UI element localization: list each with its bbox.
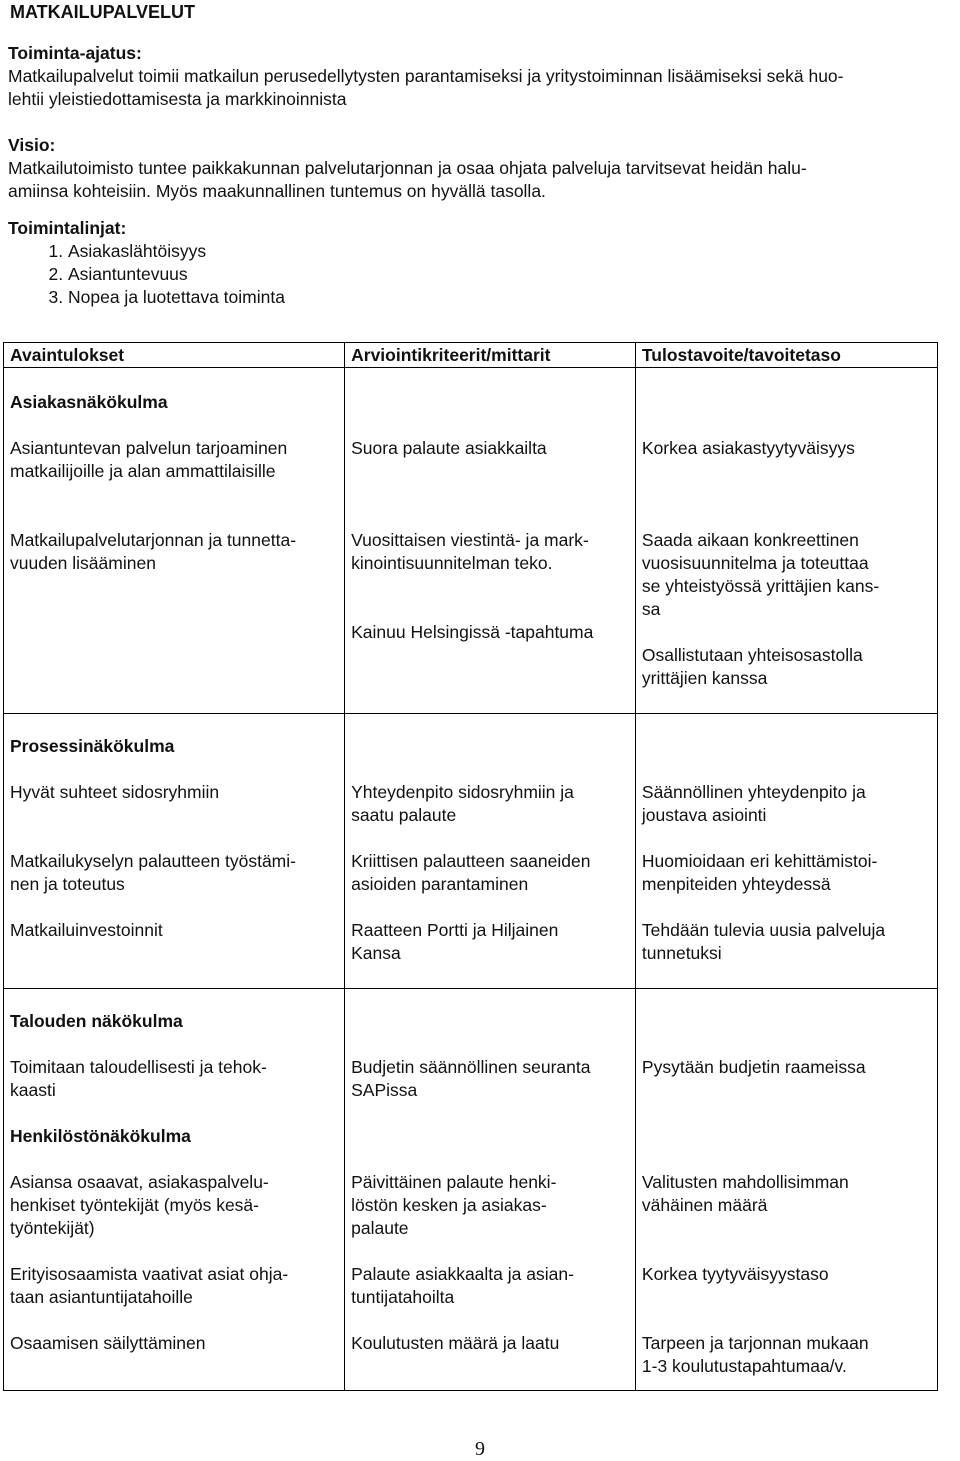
cell-text-line: Asiantuntevan palvelun tarjoaminen: [10, 438, 288, 458]
vision-text-line: Matkailutoimisto tuntee paikkakunnan palvelutarjonnan ja osaa ohjata palveluja tarvitsevat heidän halu-: [8, 158, 807, 178]
cell-text-line: taan asiantuntijatahoille: [10, 1287, 193, 1307]
table-cell: [4, 368, 345, 714]
cell-text-line: menpiteiden yhteydessä: [641, 874, 831, 894]
cell-text: [351, 1332, 629, 1355]
cell-text-line: SAPissa: [351, 1080, 418, 1100]
cell-text: [10, 1332, 338, 1355]
cell-text: [642, 1263, 931, 1286]
cell-text-line: vuuden lisääminen: [10, 553, 156, 573]
table-cell: [4, 714, 345, 989]
cell-text-line: Osaamisen säilyttäminen: [10, 1333, 206, 1353]
cell-text-line: se yhteistyössä yrittäjien kans-: [641, 576, 880, 596]
cell-text-line: Osallistutaan yhteisosastolla: [641, 645, 863, 665]
cell-text-line: vuosisuunnitelma ja toteuttaa: [641, 553, 869, 573]
perspective-title: Henkilöstönäkökulma: [10, 1126, 191, 1146]
cell-text: [642, 781, 931, 827]
cell-text-line: Säännöllinen yhteydenpito ja: [641, 782, 866, 802]
cell-text-line: Saada aikaan konkreettinen: [641, 530, 859, 550]
mission-section: [8, 42, 944, 111]
cell-text-line: työntekijät): [10, 1218, 95, 1238]
cell-text-line: Suora palaute asiakkailta: [351, 438, 547, 458]
cell-text-line: Valitusten mahdollisimman: [641, 1172, 849, 1192]
cell-text: [351, 781, 629, 827]
cell-text: [351, 621, 629, 644]
perspective-row-process: [4, 714, 938, 989]
cell-text: [10, 919, 338, 942]
cell-text-line: Tarpeen ja tarjonnan mukaan: [641, 1333, 869, 1353]
cell-text-line: tunnetuksi: [641, 943, 722, 963]
cell-text-line: henkiset työntekijät (myös kesä-: [10, 1195, 259, 1215]
mission-text-line: Matkailupalvelut toimii matkailun perusedellytysten parantamiseksi ja yritystoiminnan lisäämiseksi sekä huo-: [8, 66, 844, 86]
cell-text-line: kinointisuunnitelman teko.: [351, 553, 553, 573]
cell-text-line: Budjetin säännöllinen seuranta: [351, 1057, 591, 1077]
cell-text-line: Raatteen Portti ja Hiljainen: [351, 920, 559, 940]
cell-text-line: Matkailukyselyn palautteen työstämi-: [10, 851, 296, 871]
cell-text-line: asioiden parantaminen: [351, 874, 529, 894]
vision-text-line: amiinsa kohteisiin. Myös maakunnallinen tuntemus on hyvällä tasolla.: [8, 181, 546, 201]
cell-text: [642, 644, 931, 690]
cell-text: [642, 850, 931, 896]
perspective-row-finance-personnel: [4, 989, 938, 1391]
list-item: 1. Asiakaslähtöisyys: [68, 240, 944, 263]
cell-text: [351, 437, 629, 460]
cell-text: [351, 1056, 629, 1102]
document-page: [8, 0, 944, 309]
operating-lines-section: [8, 217, 944, 309]
table-cell: [635, 714, 937, 989]
perspective-title: Prosessinäkökulma: [10, 736, 175, 756]
cell-text: [642, 1056, 931, 1079]
vision-heading: Visio:: [8, 135, 56, 155]
cell-text: [642, 437, 931, 460]
perspective-title: Asiakasnäkökulma: [10, 392, 168, 412]
cell-text-line: Korkea asiakastyytyväisyys: [641, 438, 855, 458]
cell-text: [642, 529, 931, 621]
cell-text-line: Erityisosaamista vaativat asiat ohja-: [10, 1264, 289, 1284]
table-cell: [345, 714, 636, 989]
perspective-title: Talouden näkökulma: [10, 1011, 183, 1031]
cell-text: [642, 919, 931, 965]
cell-text: [351, 1263, 629, 1309]
table-header-row: [4, 343, 938, 368]
table-cell: [4, 989, 345, 1391]
cell-text-line: 1-3 koulutustapahtumaa/v.: [641, 1356, 847, 1376]
cell-text-line: tuntijatahoilta: [351, 1287, 455, 1307]
table-cell: [345, 368, 636, 714]
cell-text-line: Vuosittaisen viestintä- ja mark-: [351, 530, 589, 550]
cell-text-line: Tehdään tulevia uusia palveluja: [641, 920, 886, 940]
cell-text-line: Päivittäinen palaute henki-: [351, 1172, 557, 1192]
document-title: MATKAILUPALVELUT: [10, 2, 195, 22]
table-cell: [345, 989, 636, 1391]
cell-text-line: sa: [641, 599, 661, 619]
cell-text: [10, 1263, 338, 1309]
list-item: 2. Asiantuntevuus: [68, 263, 944, 286]
goals-table: [3, 342, 938, 1391]
perspective-row-customer: [4, 368, 938, 714]
cell-text-line: nen ja toteutus: [10, 874, 125, 894]
cell-text: [10, 437, 338, 483]
cell-text-line: Matkailuinvestoinnit: [10, 920, 163, 940]
cell-text: [10, 781, 338, 804]
cell-text-line: palaute: [351, 1218, 409, 1238]
cell-text-line: Huomioidaan eri kehittämistoi-: [641, 851, 878, 871]
cell-text-line: Kansa: [351, 943, 401, 963]
cell-text: [351, 529, 629, 575]
mission-heading: Toiminta-ajatus:: [8, 43, 142, 63]
cell-text-line: Korkea tyytyväisyystaso: [641, 1264, 829, 1284]
cell-text: [10, 850, 338, 896]
table-cell: [635, 368, 937, 714]
operating-lines-heading: Toimintalinjat:: [8, 218, 127, 238]
page-number: 9: [475, 1438, 485, 1460]
cell-text: [642, 1171, 931, 1217]
cell-text-line: Asiansa osaavat, asiakaspalvelu-: [10, 1172, 269, 1192]
mission-text-line: lehtii yleistiedottamisesta ja markkinoinnista: [8, 89, 347, 109]
cell-text: [10, 1056, 338, 1102]
cell-text: [10, 1171, 338, 1240]
cell-text-line: löstön kesken ja asiakas-: [351, 1195, 547, 1215]
cell-text: [10, 529, 338, 575]
cell-text-line: Toimitaan taloudellisesti ja tehok-: [10, 1057, 267, 1077]
cell-text-line: Kriittisen palautteen saaneiden: [351, 851, 591, 871]
cell-text-line: Matkailupalvelutarjonnan ja tunnetta-: [10, 530, 297, 550]
cell-text-line: joustava asiointi: [641, 805, 767, 825]
cell-text: [351, 1171, 629, 1240]
list-item: 3. Nopea ja luotettava toiminta: [68, 286, 944, 309]
column-header: Tulostavoite/tavoitetaso: [635, 343, 937, 368]
cell-text-line: Palaute asiakkaalta ja asian-: [351, 1264, 574, 1284]
cell-text: [642, 1332, 931, 1378]
cell-text-line: Kainuu Helsingissä -tapahtuma: [351, 622, 594, 642]
cell-text-line: yrittäjien kanssa: [641, 668, 768, 688]
cell-text-line: matkailijoille ja alan ammattilaisille: [10, 461, 276, 481]
cell-text: [351, 850, 629, 896]
cell-text: [351, 919, 629, 965]
operating-lines-list: [8, 240, 944, 309]
cell-text-line: Hyvät suhteet sidosryhmiin: [10, 782, 220, 802]
column-header: Arviointikriteerit/mittarit: [345, 343, 636, 368]
cell-text-line: saatu palaute: [351, 805, 457, 825]
cell-text-line: Yhteydenpito sidosryhmiin ja: [351, 782, 574, 802]
vision-section: [8, 134, 944, 203]
cell-text-line: Pysytään budjetin raameissa: [641, 1057, 866, 1077]
cell-text-line: vähäinen määrä: [641, 1195, 768, 1215]
cell-text-line: Koulutusten määrä ja laatu: [351, 1333, 560, 1353]
table-cell: [635, 989, 937, 1391]
column-header: Avaintulokset: [4, 343, 345, 368]
cell-text-line: kaasti: [10, 1080, 56, 1100]
